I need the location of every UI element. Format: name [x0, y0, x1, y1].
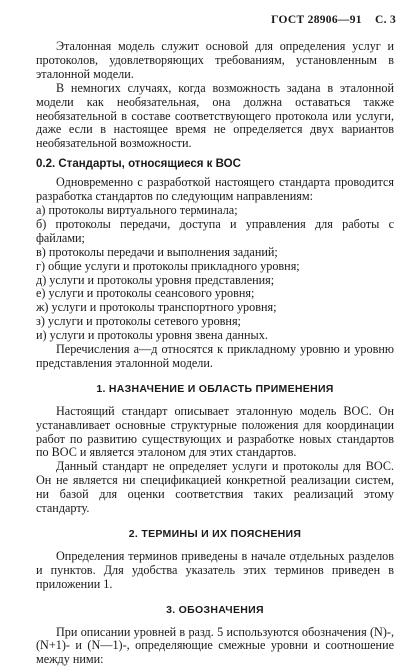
- subsection-title: 0.2. Стандарты, относящиеся к ВОС: [36, 158, 241, 171]
- section-1-title: 1. НАЗНАЧЕНИЕ И ОБЛАСТЬ ПРИМЕНЕНИЯ: [96, 382, 334, 395]
- list-item: а) протоколы виртуального терминала;: [36, 202, 238, 217]
- section-3-title: 3. ОБОЗНАЧЕНИЯ: [166, 603, 264, 616]
- section-2-title: 2. ТЕРМИНЫ И ИХ ПОЯСНЕНИЯ: [128, 528, 302, 540]
- list-item: е) услуги и протоколы сеансового уровня;: [36, 286, 255, 301]
- intro-paragraph-2: В немногих случаях, когда возможность задана в эталонной модели как необязательная, она должна оставаться также необязательной в составе соответствующего протокола или услуги, даже если в настоящее время не определяется двух вариантов необязательной возможности.: [36, 80, 394, 151]
- section-1-paragraph: Данный стандарт не определяет услуги и протоколы для ВОС. Он не является ни спецификацией конкретной реализации систем, ни базой для оценки соответствия таких реализаций этому стандарту.: [36, 459, 394, 516]
- list-item: з) услуги и протоколы сетевого уровня;: [36, 314, 241, 329]
- page-body: [36, 40, 394, 667]
- list-item: г) общие услуги и протоколы прикладного уровня;: [36, 258, 300, 273]
- subsection-closing: Перечисления а—д относятся к прикладному уровню и уровню представления эталонной модели.: [36, 342, 394, 370]
- intro-paragraph-1: Эталонная модель служит основой для определения услуг и протоколов, удовлетворяющих требованиям, установленным в эталонной модели.: [36, 39, 394, 81]
- subsection-lead: Одновременно с разработкой настоящего стандарта проводится разработка стандартов по следующим направлениям:: [36, 175, 394, 204]
- list-item: и) услуги и протоколы уровня звена данных.: [36, 328, 268, 343]
- page-number: С. 3: [374, 14, 396, 26]
- list-item: д) услуги и протоколы уровня представления;: [36, 272, 275, 287]
- section-1-paragraph: Настоящий стандарт описывает эталонную модель ВОС. Он устанавливает основные структурные положения для координации работ по развитию существующих и разработке новых стандартов по ВОС и является эталоном для этих стандартов.: [36, 403, 394, 460]
- list-item: ж) услуги и протоколы транспортного уровня;: [36, 300, 277, 315]
- section-2-paragraph: Определения терминов приведены в начале отдельных разделов и пунктов. Для удобства указатель этих терминов приведен в приложении 1.: [36, 548, 394, 591]
- standard-code: ГОСТ 28906—91: [271, 14, 362, 26]
- list-item: б) протоколы передачи, доступа и управления для работы с файлами;: [36, 216, 394, 245]
- page-header: [261, 14, 396, 26]
- list-item: в) протоколы передачи и выполнения заданий;: [36, 244, 278, 259]
- section-3-paragraph: При описании уровней в разд. 5 используются обозначения (N)-, (N+1)- и (N—1)-, определяющие смежные уровни и соотношение между ними:: [36, 624, 394, 667]
